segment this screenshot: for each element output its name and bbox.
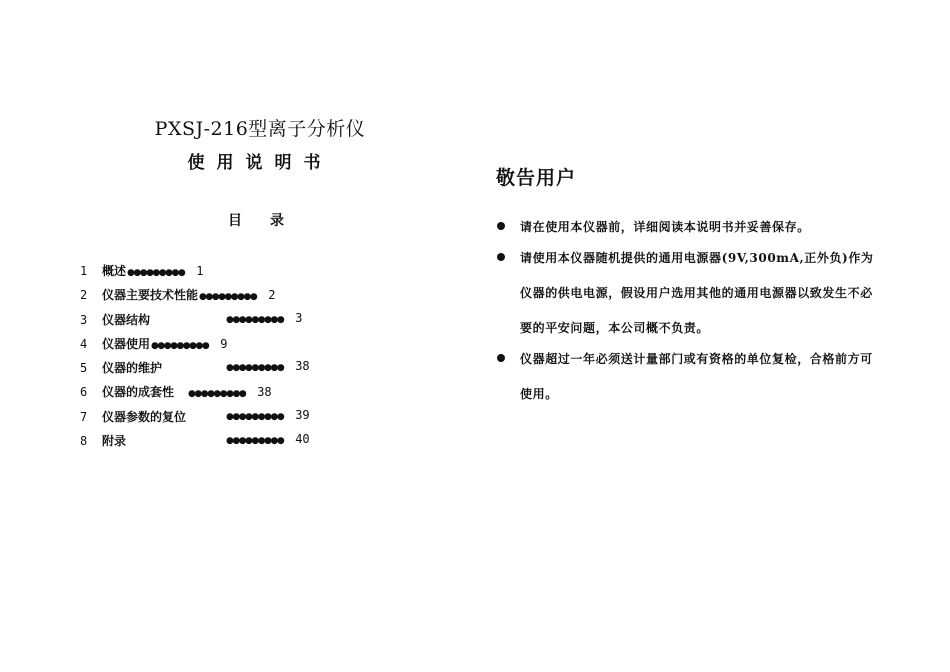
toc-item-specs[interactable] (80, 286, 275, 310)
toc-item-number: 4 (80, 336, 88, 351)
toc-item-maintenance[interactable] (80, 359, 310, 383)
notice-text: 请在使用本仪器前，详细阅读本说明书并妥善保存。 (520, 220, 810, 234)
toc-item-page: 1 (196, 264, 204, 278)
toc-item-label: 仪器参数的复位 (102, 409, 187, 424)
toc-item-number: 5 (80, 361, 88, 376)
toc-item-number: 8 (80, 434, 88, 449)
toc-item-number: 3 (80, 312, 88, 327)
notice-text: 仪器超过一年必须送计量部门或有资格的单位复检，合格前方可使用。 (520, 352, 873, 401)
toc-leader-dots: ●●●●●●●●● (226, 436, 284, 447)
bullet-icon (497, 354, 505, 362)
toc-item-page: 2 (268, 288, 276, 303)
toc-item-label: 仪器使用 (102, 336, 151, 351)
toc-item-page: 40 (295, 432, 310, 447)
toc-item-label: 仪器的成套性 (102, 385, 175, 400)
toc-item-label: 概述 (102, 264, 127, 278)
toc-item-number: 7 (80, 409, 88, 424)
toc-item-number: 6 (80, 385, 88, 400)
toc-item-completeness[interactable] (80, 383, 275, 407)
toc-item-label: 仪器的维护 (102, 361, 163, 376)
notice-item (496, 241, 876, 346)
toc-item-page: 39 (295, 407, 310, 422)
document-subtitle: 使用说明书 (187, 153, 333, 173)
toc-item-page: 38 (257, 385, 272, 400)
notice-list (496, 210, 876, 412)
document-title: PXSJ-216型离子分析仪 (154, 118, 366, 140)
toc-item-structure[interactable] (80, 310, 303, 335)
bullet-icon (497, 222, 505, 230)
toc-leader-dots: ●●●●●●●●● (226, 411, 284, 422)
toc-item-page: 38 (295, 359, 310, 374)
toc-item-label: 附录 (102, 434, 127, 449)
toc-leader-dots: ●●●●●●●●● (151, 340, 209, 351)
toc-item-appendix[interactable] (80, 432, 310, 456)
toc-item-usage[interactable] (80, 335, 275, 359)
toc-leader-dots: ●●●●●●●●● (127, 268, 185, 278)
notice-item (496, 210, 876, 245)
toc-item-overview[interactable] (80, 262, 275, 286)
notice-item (496, 342, 876, 412)
toc-item-label: 仪器结构 (102, 312, 151, 327)
toc-item-number: 2 (80, 288, 88, 303)
notice-text: 请使用本仪器随机提供的通用电源器(9V,300mA,正外负)作为仪器的供电电源，假设用户选用其他的通用电源器以致发生不必要的平安问题，本公司概不负责。 (520, 251, 874, 335)
toc-leader-dots: ●●●●●●●●● (188, 389, 246, 400)
toc-item-page: 3 (295, 310, 303, 325)
toc-leader-dots: ●●●●●●●●● (199, 292, 257, 303)
toc-heading: 目录 (228, 213, 312, 229)
table-of-contents (80, 262, 310, 456)
bullet-icon (497, 253, 505, 261)
toc-item-label: 仪器主要技术性能 (102, 288, 199, 303)
toc-leader-dots: ●●●●●●●●● (226, 314, 284, 325)
toc-item-number: 1 (80, 264, 88, 278)
notice-heading: 敬告用户 (496, 167, 577, 189)
toc-item-reset[interactable] (80, 407, 310, 432)
toc-item-page: 9 (220, 336, 228, 351)
toc-leader-dots: ●●●●●●●●● (226, 363, 284, 374)
